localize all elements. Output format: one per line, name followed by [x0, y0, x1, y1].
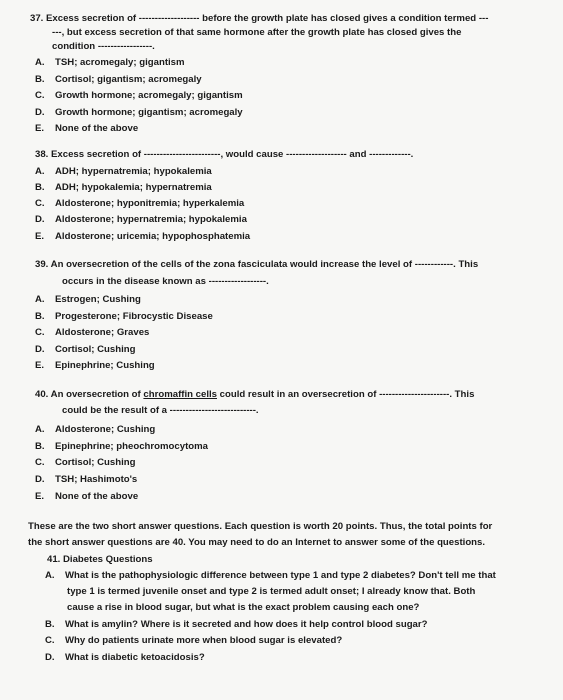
option-text: Growth hormone; acromegaly; gigantism — [55, 90, 243, 101]
option-text: TSH; Hashimoto's — [55, 474, 138, 485]
part-text: What is diabetic ketoacidosis? — [65, 652, 205, 663]
q38-stem: 38. Excess secretion of ------------------------, would cause ------------------- and -------------. — [35, 149, 414, 160]
option-letter: E. — [35, 360, 45, 371]
option-letter: B. — [35, 182, 45, 193]
q40-underlined-term: chromaffin cells — [143, 389, 217, 400]
option-text: Cortisol; Cushing — [55, 457, 136, 468]
part-text: Why do patients urinate more when blood sugar is elevated? — [65, 635, 343, 646]
part-text: What is amylin? Where is it secreted and how does it help control blood sugar? — [65, 619, 428, 630]
option-text: ADH; hypernatremia; hypokalemia — [55, 166, 212, 177]
q41-part-a-line-3: cause a rise in blood sugar, but what is the exact problem causing each one? — [67, 602, 420, 613]
q40-stem-line-1 — [35, 389, 474, 401]
option-letter: C. — [35, 327, 45, 338]
q38-option-e[interactable] — [35, 231, 250, 243]
q40-option-c[interactable] — [35, 457, 135, 469]
short-answer-intro-line-1: These are the two short answer questions. Each question is worth 20 points. Thus, the total points for — [28, 521, 493, 532]
part-letter: B. — [45, 619, 55, 630]
q39-stem-line-2: occurs in the disease known as ------------------. — [62, 276, 269, 287]
option-letter: A. — [35, 57, 45, 68]
q41-part-c — [45, 635, 342, 647]
q37-option-c[interactable] — [35, 90, 243, 102]
q40-option-d[interactable] — [35, 474, 137, 486]
option-text: None of the above — [55, 123, 139, 134]
option-text: None of the above — [55, 491, 139, 502]
option-text: Cortisol; Cushing — [55, 344, 136, 355]
option-text: Estrogen; Cushing — [55, 294, 141, 305]
q37-option-d[interactable] — [35, 107, 243, 119]
option-text: Aldosterone; hyponitremia; hyperkalemia — [55, 198, 245, 209]
option-text: Epinephrine; Cushing — [55, 360, 155, 371]
q39-option-c[interactable] — [35, 327, 149, 339]
option-text: Aldosterone; Cushing — [55, 424, 156, 435]
q39-option-b[interactable] — [35, 311, 213, 323]
option-letter: D. — [35, 344, 45, 355]
q41-part-d — [45, 652, 205, 664]
q37-stem-line-1: 37. Excess secretion of ------------------- before the growth plate has closed gives a condition termed --- — [30, 13, 489, 24]
option-text: ADH; hypokalemia; hypernatremia — [55, 182, 212, 193]
q38-option-c[interactable] — [35, 198, 244, 210]
q37-stem-line-3: condition -----------------. — [52, 41, 155, 52]
part-letter: C. — [45, 635, 55, 646]
q38-option-a[interactable] — [35, 166, 212, 178]
option-letter: C. — [35, 198, 45, 209]
q40-option-a[interactable] — [35, 424, 155, 436]
q37-stem-line-2: ---, but excess secretion of that same hormone after the growth plate has closed gives the — [52, 27, 462, 38]
option-letter: E. — [35, 231, 45, 242]
option-letter: B. — [35, 441, 45, 452]
short-answer-intro-line-2: the short answer questions are 40. You may need to do an Internet to answer some of the questions. — [28, 537, 486, 548]
q41-part-b — [45, 619, 427, 631]
option-text: Progesterone; Fibrocystic Disease — [55, 311, 213, 322]
q39-stem-line-1: 39. An oversecretion of the cells of the zona fasciculata would increase the level of ------------. This — [35, 259, 479, 270]
part-text: What is the pathophysiologic difference between type 1 and type 2 diabetes? Don't tell me that — [65, 570, 496, 581]
option-text: TSH; acromegaly; gigantism — [55, 57, 185, 68]
option-letter: A. — [35, 294, 45, 305]
option-text: Aldosterone; uricemia; hypophosphatemia — [55, 231, 251, 242]
q37-option-a[interactable] — [35, 57, 185, 69]
option-letter: E. — [35, 123, 45, 134]
q41-part-a-line-2: type 1 is termed juvenile onset and type 2 is termed adult onset; I already know that. Both — [67, 586, 476, 597]
q40-stem-text: 40. An oversecretion of — [35, 389, 144, 400]
option-letter: B. — [35, 74, 45, 85]
part-letter: D. — [45, 652, 55, 663]
option-letter: A. — [35, 166, 45, 177]
q38-option-b[interactable] — [35, 182, 212, 194]
q40-stem-text: could result in an oversecretion of ----------------------. This — [217, 389, 475, 400]
q40-option-e[interactable] — [35, 491, 138, 503]
q40-stem-line-2: could be the result of a ---------------------------. — [62, 405, 259, 416]
option-text: Epinephrine; pheochromocytoma — [55, 441, 208, 452]
option-letter: C. — [35, 90, 45, 101]
option-letter: D. — [35, 474, 45, 485]
option-letter: C. — [35, 457, 45, 468]
option-letter: D. — [35, 107, 45, 118]
q39-option-d[interactable] — [35, 344, 135, 356]
part-letter: A. — [45, 570, 55, 581]
q39-option-a[interactable] — [35, 294, 141, 306]
q37-option-b[interactable] — [35, 74, 202, 86]
option-text: Aldosterone; hypernatremia; hypokalemia — [55, 214, 247, 225]
option-text: Aldosterone; Graves — [55, 327, 150, 338]
q41-title: 41. Diabetes Questions — [47, 554, 153, 565]
option-letter: D. — [35, 214, 45, 225]
option-letter: A. — [35, 424, 45, 435]
q39-option-e[interactable] — [35, 360, 155, 372]
q41-part-a — [45, 570, 496, 582]
option-letter: B. — [35, 311, 45, 322]
option-letter: E. — [35, 491, 45, 502]
q37-option-e[interactable] — [35, 123, 138, 135]
option-text: Cortisol; gigantism; acromegaly — [55, 74, 202, 85]
option-text: Growth hormone; gigantism; acromegaly — [55, 107, 243, 118]
q40-option-b[interactable] — [35, 441, 208, 453]
q38-option-d[interactable] — [35, 214, 247, 226]
